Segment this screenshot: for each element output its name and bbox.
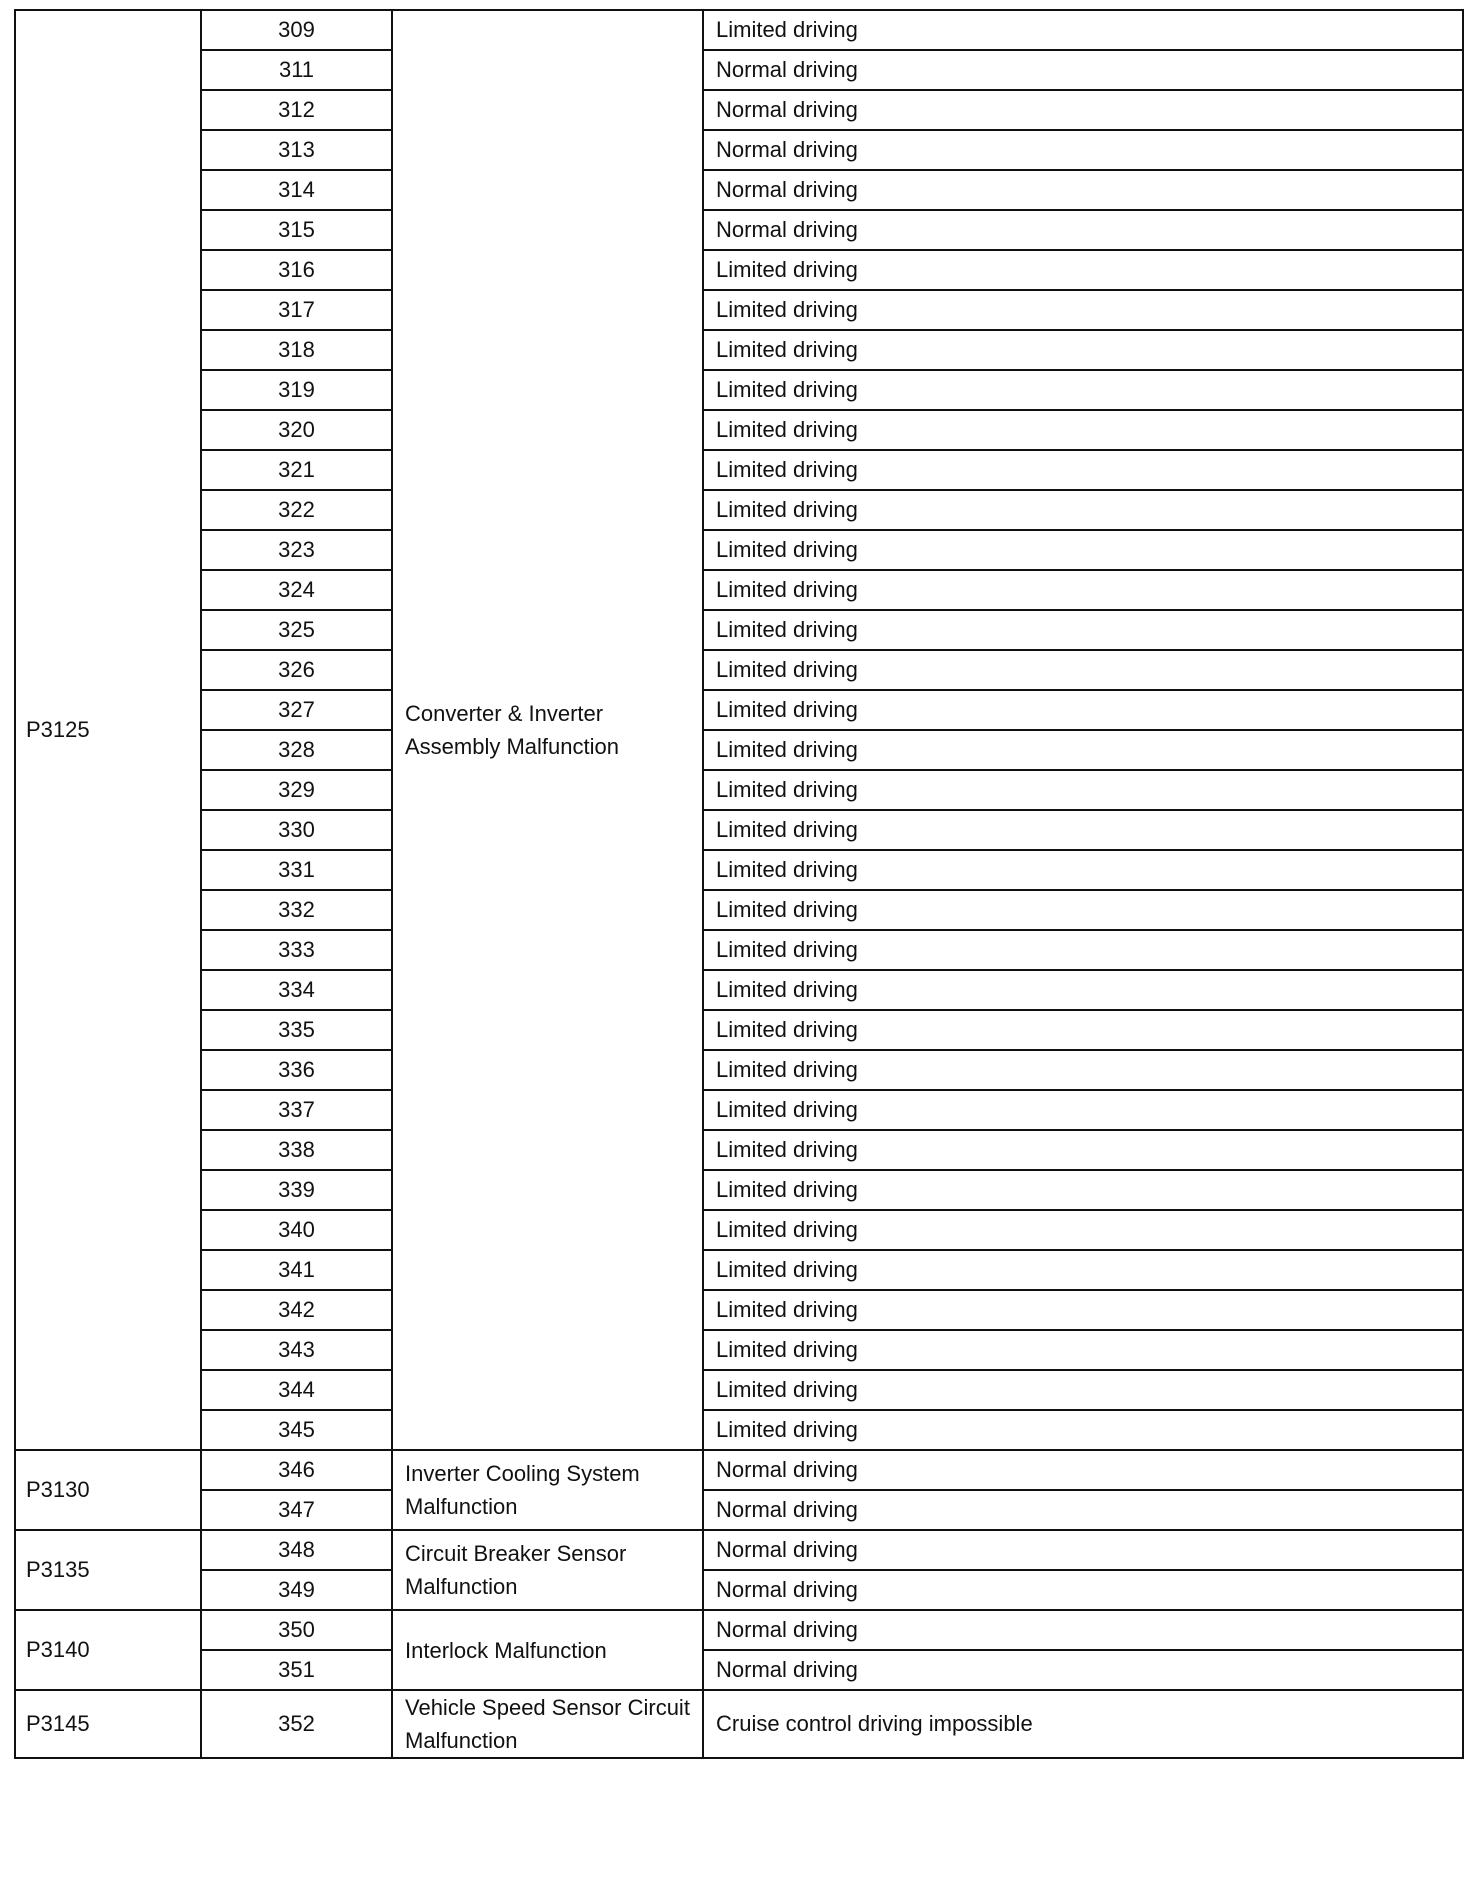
- table-row: [15, 1130, 1463, 1170]
- table-row: [15, 1530, 1463, 1570]
- driving-condition-cell: Normal driving: [703, 1610, 1463, 1650]
- driving-condition-cell: Limited driving: [703, 1010, 1463, 1050]
- driving-condition-cell: Limited driving: [703, 890, 1463, 930]
- table-row: [15, 490, 1463, 530]
- driving-condition-cell: Normal driving: [703, 130, 1463, 170]
- driving-condition-cell: Limited driving: [703, 810, 1463, 850]
- dtc-code-cell: P3125: [15, 10, 201, 1450]
- driving-condition-cell: Limited driving: [703, 290, 1463, 330]
- info-code-cell: 332: [201, 890, 392, 930]
- info-code-cell: 331: [201, 850, 392, 890]
- info-code-cell: 313: [201, 130, 392, 170]
- info-code-cell: 328: [201, 730, 392, 770]
- info-code-cell: 334: [201, 970, 392, 1010]
- driving-condition-cell: Limited driving: [703, 1090, 1463, 1130]
- driving-condition-cell: Normal driving: [703, 1570, 1463, 1610]
- info-code-cell: 315: [201, 210, 392, 250]
- document-page: [14, 9, 1462, 1759]
- info-code-cell: 343: [201, 1330, 392, 1370]
- driving-condition-cell: Limited driving: [703, 250, 1463, 290]
- table-row: [15, 1370, 1463, 1410]
- driving-condition-cell: Limited driving: [703, 930, 1463, 970]
- driving-condition-cell: Limited driving: [703, 330, 1463, 370]
- table-row: [15, 730, 1463, 770]
- table-row: [15, 90, 1463, 130]
- table-row: [15, 1330, 1463, 1370]
- driving-condition-cell: Limited driving: [703, 1210, 1463, 1250]
- table-row: [15, 50, 1463, 90]
- driving-condition-cell: Normal driving: [703, 50, 1463, 90]
- info-code-cell: 317: [201, 290, 392, 330]
- driving-condition-cell: Normal driving: [703, 170, 1463, 210]
- driving-condition-cell: Limited driving: [703, 1050, 1463, 1090]
- table-row: [15, 370, 1463, 410]
- malfunction-description-cell: Circuit Breaker Sensor Malfunction: [392, 1530, 703, 1610]
- malfunction-description-cell: Interlock Malfunction: [392, 1610, 703, 1690]
- driving-condition-cell: Limited driving: [703, 1370, 1463, 1410]
- dtc-code-cell: P3130: [15, 1450, 201, 1530]
- driving-condition-cell: Limited driving: [703, 650, 1463, 690]
- info-code-cell: 333: [201, 930, 392, 970]
- table-row: [15, 1050, 1463, 1090]
- dtc-code-cell: P3135: [15, 1530, 201, 1610]
- info-code-cell: 351: [201, 1650, 392, 1690]
- table-row: [15, 10, 1463, 50]
- info-code-cell: 318: [201, 330, 392, 370]
- info-code-cell: 322: [201, 490, 392, 530]
- driving-condition-cell: Limited driving: [703, 530, 1463, 570]
- info-code-cell: 349: [201, 1570, 392, 1610]
- dtc-table-body: [15, 10, 1463, 1758]
- table-row: [15, 450, 1463, 490]
- driving-condition-cell: Limited driving: [703, 730, 1463, 770]
- info-code-cell: 324: [201, 570, 392, 610]
- table-row: [15, 410, 1463, 450]
- malfunction-description-cell: Inverter Cooling System Malfunction: [392, 1450, 703, 1530]
- info-code-cell: 339: [201, 1170, 392, 1210]
- dtc-code-cell: P3145: [15, 1690, 201, 1758]
- info-code-cell: 344: [201, 1370, 392, 1410]
- info-code-cell: 330: [201, 810, 392, 850]
- info-code-cell: 340: [201, 1210, 392, 1250]
- driving-condition-cell: Normal driving: [703, 1450, 1463, 1490]
- malfunction-description-cell: Converter & Inverter Assembly Malfunction: [392, 10, 703, 1450]
- dtc-table: [14, 9, 1464, 1759]
- table-row: [15, 1490, 1463, 1530]
- table-row: [15, 1450, 1463, 1490]
- info-code-cell: 352: [201, 1690, 392, 1758]
- dtc-code-cell: P3140: [15, 1610, 201, 1690]
- table-row: [15, 1170, 1463, 1210]
- info-code-cell: 316: [201, 250, 392, 290]
- table-row: [15, 1570, 1463, 1610]
- driving-condition-cell: Limited driving: [703, 450, 1463, 490]
- info-code-cell: 326: [201, 650, 392, 690]
- table-row: [15, 810, 1463, 850]
- info-code-cell: 350: [201, 1610, 392, 1650]
- driving-condition-cell: Limited driving: [703, 570, 1463, 610]
- info-code-cell: 348: [201, 1530, 392, 1570]
- info-code-cell: 346: [201, 1450, 392, 1490]
- table-row: [15, 170, 1463, 210]
- table-row: [15, 1250, 1463, 1290]
- table-row: [15, 690, 1463, 730]
- driving-condition-cell: Limited driving: [703, 690, 1463, 730]
- driving-condition-cell: Limited driving: [703, 1130, 1463, 1170]
- driving-condition-cell: Limited driving: [703, 1330, 1463, 1370]
- table-row: [15, 1650, 1463, 1690]
- table-row: [15, 650, 1463, 690]
- table-row: [15, 130, 1463, 170]
- driving-condition-cell: Normal driving: [703, 1490, 1463, 1530]
- table-row: [15, 1690, 1463, 1758]
- table-row: [15, 210, 1463, 250]
- info-code-cell: 325: [201, 610, 392, 650]
- table-row: [15, 290, 1463, 330]
- table-row: [15, 1410, 1463, 1450]
- table-row: [15, 930, 1463, 970]
- info-code-cell: 320: [201, 410, 392, 450]
- info-code-cell: 321: [201, 450, 392, 490]
- table-row: [15, 850, 1463, 890]
- table-row: [15, 970, 1463, 1010]
- driving-condition-cell: Limited driving: [703, 970, 1463, 1010]
- info-code-cell: 312: [201, 90, 392, 130]
- table-row: [15, 530, 1463, 570]
- driving-condition-cell: Normal driving: [703, 90, 1463, 130]
- driving-condition-cell: Limited driving: [703, 1410, 1463, 1450]
- driving-condition-cell: Limited driving: [703, 770, 1463, 810]
- driving-condition-cell: Normal driving: [703, 1650, 1463, 1690]
- driving-condition-cell: Limited driving: [703, 370, 1463, 410]
- info-code-cell: 341: [201, 1250, 392, 1290]
- table-row: [15, 1090, 1463, 1130]
- driving-condition-cell: Normal driving: [703, 210, 1463, 250]
- table-row: [15, 1210, 1463, 1250]
- info-code-cell: 335: [201, 1010, 392, 1050]
- info-code-cell: 323: [201, 530, 392, 570]
- driving-condition-cell: Limited driving: [703, 850, 1463, 890]
- info-code-cell: 311: [201, 50, 392, 90]
- info-code-cell: 329: [201, 770, 392, 810]
- driving-condition-cell: Limited driving: [703, 490, 1463, 530]
- info-code-cell: 319: [201, 370, 392, 410]
- info-code-cell: 337: [201, 1090, 392, 1130]
- table-row: [15, 770, 1463, 810]
- driving-condition-cell: Limited driving: [703, 1290, 1463, 1330]
- info-code-cell: 338: [201, 1130, 392, 1170]
- table-row: [15, 1610, 1463, 1650]
- info-code-cell: 309: [201, 10, 392, 50]
- driving-condition-cell: Limited driving: [703, 410, 1463, 450]
- driving-condition-cell: Cruise control driving impossible: [703, 1690, 1463, 1758]
- malfunction-description-cell: Vehicle Speed Sensor Circuit Malfunction: [392, 1690, 703, 1758]
- driving-condition-cell: Limited driving: [703, 610, 1463, 650]
- driving-condition-cell: Limited driving: [703, 10, 1463, 50]
- table-row: [15, 570, 1463, 610]
- table-row: [15, 610, 1463, 650]
- info-code-cell: 347: [201, 1490, 392, 1530]
- table-row: [15, 250, 1463, 290]
- info-code-cell: 345: [201, 1410, 392, 1450]
- table-row: [15, 1010, 1463, 1050]
- info-code-cell: 327: [201, 690, 392, 730]
- driving-condition-cell: Normal driving: [703, 1530, 1463, 1570]
- info-code-cell: 314: [201, 170, 392, 210]
- driving-condition-cell: Limited driving: [703, 1170, 1463, 1210]
- info-code-cell: 342: [201, 1290, 392, 1330]
- table-row: [15, 890, 1463, 930]
- table-row: [15, 330, 1463, 370]
- table-row: [15, 1290, 1463, 1330]
- driving-condition-cell: Limited driving: [703, 1250, 1463, 1290]
- info-code-cell: 336: [201, 1050, 392, 1090]
